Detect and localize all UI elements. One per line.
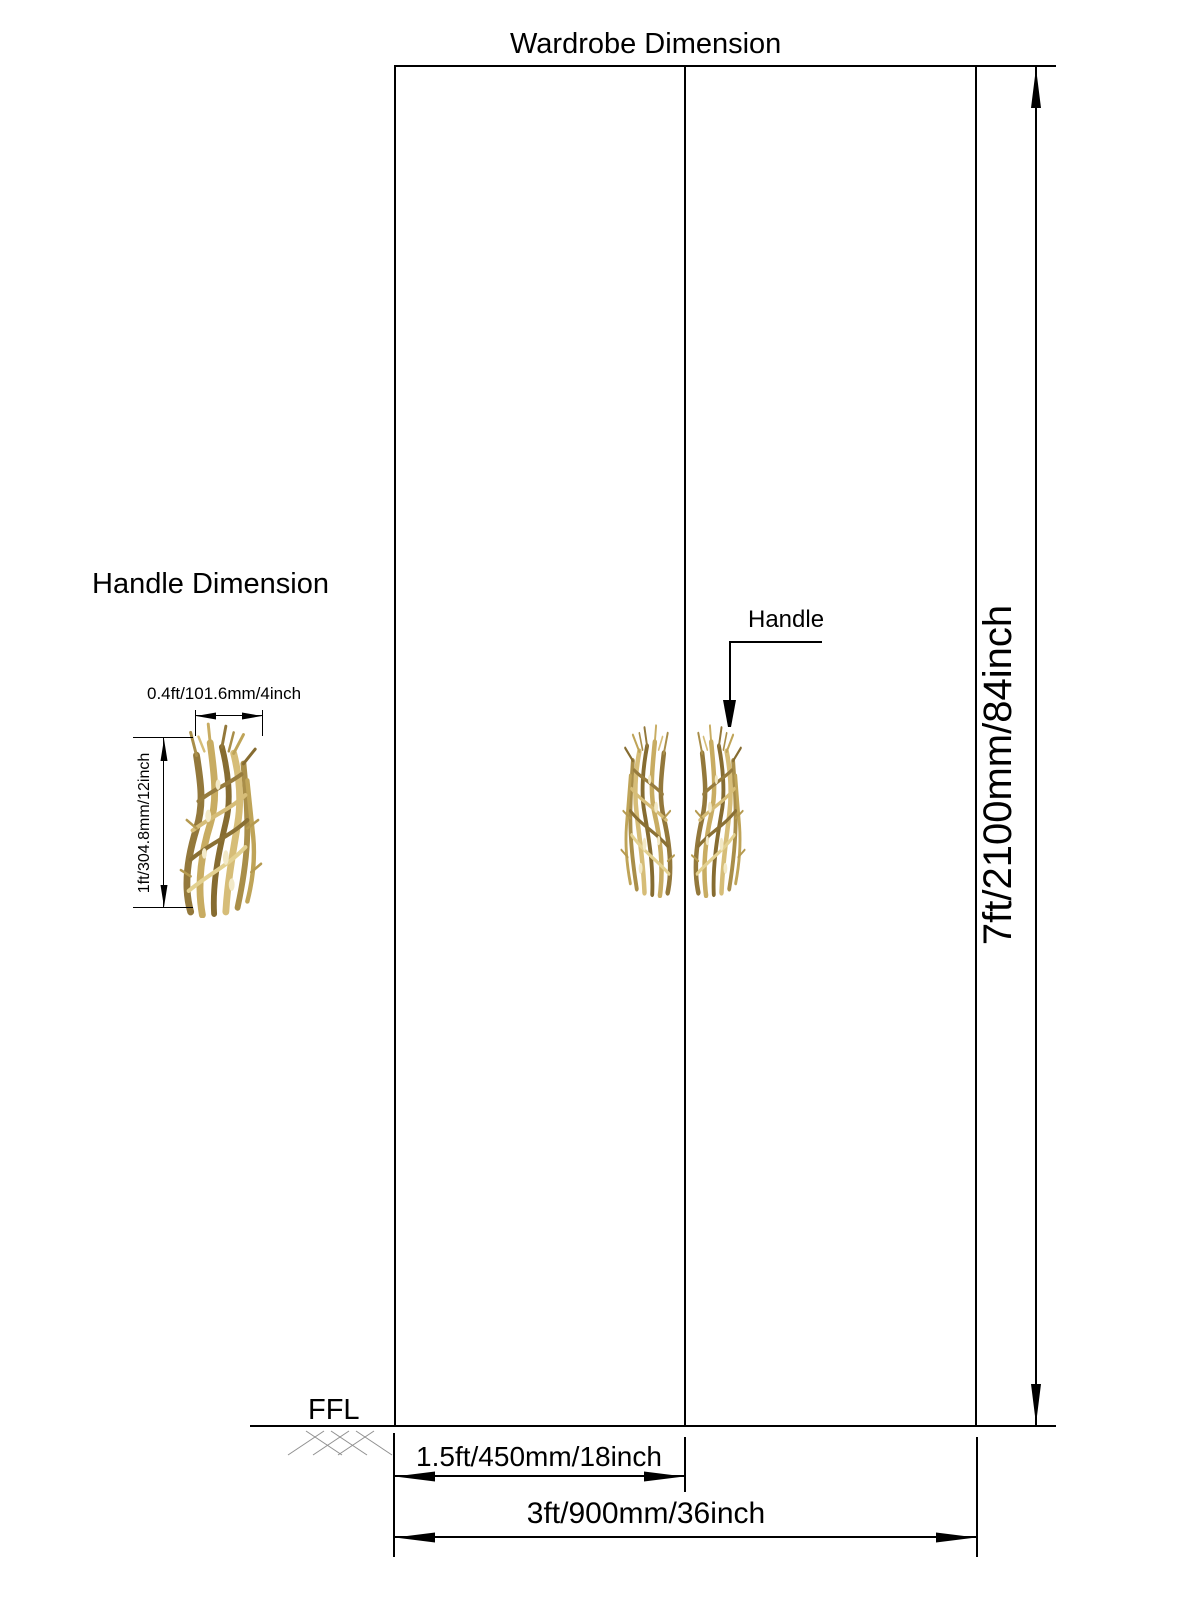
handle-height-dimension-line: [163, 738, 164, 908]
extension-line-right-bottom: [976, 1437, 978, 1557]
height-dimension-arrow-down: [1029, 1384, 1043, 1424]
total-width-arrow-right: [936, 1531, 976, 1544]
door-width-dimension-line: [395, 1475, 684, 1477]
ffl-label: FFL: [308, 1394, 360, 1426]
handle-leader-line: [729, 641, 822, 643]
wardrobe-title: Wardrobe Dimension: [510, 28, 782, 60]
handle-height-arrow-up: [160, 739, 168, 761]
handle-leader-arrow: [723, 700, 736, 727]
left-door-handle: [620, 722, 678, 898]
total-width-dimension-line: [395, 1536, 976, 1538]
handle-width-tick-right: [262, 710, 263, 736]
handle-height-dimension-text: 1ft/304.8mm/12inch: [136, 752, 153, 894]
height-dimension-arrow-up: [1029, 68, 1043, 108]
ground-line: [250, 1425, 1056, 1427]
handle-width-arrow-right: [242, 712, 262, 720]
right-door-handle: [688, 722, 746, 898]
handle-width-dimension-text: 0.4ft/101.6mm/4inch: [147, 684, 302, 703]
height-dimension-text: 7ft/2100mm/84inch: [976, 604, 1020, 946]
handle-detail-title: Handle Dimension: [92, 568, 329, 600]
door-split-line: [684, 67, 686, 1425]
handle-width-arrow-left: [196, 712, 216, 720]
door-width-dimension-text: 1.5ft/450mm/18inch: [416, 1441, 662, 1472]
handle-label: Handle: [748, 606, 825, 633]
door-width-arrow-left: [395, 1470, 435, 1483]
ground-hatch: [280, 1429, 398, 1457]
handle-height-arrow-down: [160, 885, 168, 907]
door-width-arrow-right: [644, 1470, 684, 1483]
total-width-dimension-text: 3ft/900mm/36inch: [526, 1497, 766, 1530]
height-dimension-line: [1035, 67, 1037, 1425]
total-width-arrow-left: [395, 1531, 435, 1544]
handle-leader-drop: [729, 641, 731, 701]
handle-detail-image: [175, 720, 263, 918]
extension-line-top: [977, 65, 1056, 67]
